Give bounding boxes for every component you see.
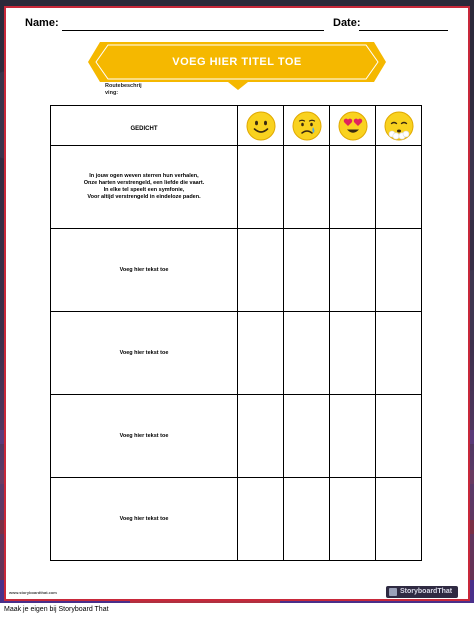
header-cell-poem [51,106,238,146]
rating-cell[interactable] [238,478,284,561]
poem-table [50,105,422,561]
rating-cell[interactable] [284,395,330,478]
rating-cell[interactable] [330,478,376,561]
rating-cell[interactable] [376,312,422,395]
poem-line: In jouw ogen weven sterren hun verhalen, [89,173,199,179]
rating-cell[interactable] [376,229,422,312]
header-cell-sad [284,106,330,146]
rating-cell[interactable] [330,146,376,229]
logo-text: StoryboardThat [400,588,453,595]
date-label: Date: [333,17,361,29]
name-label: Name: [25,17,59,29]
header-cell-exhale [376,106,422,146]
storyboard-logo-icon [389,588,397,596]
poem-line: Voor altijd verstrengeld in eindeloze paden. [87,194,201,200]
rating-cell[interactable] [284,312,330,395]
poem-column-header: GEDICHT [130,125,158,132]
banner-title[interactable]: VOEG HIER TITEL TOE [172,56,302,68]
rating-cell[interactable] [376,395,422,478]
footer-caption[interactable]: Maak je eigen bij Storyboard That [4,606,109,613]
rating-cell[interactable] [284,146,330,229]
exhaling-face-icon [384,111,414,141]
name-field[interactable] [62,30,324,31]
rating-cell[interactable] [284,478,330,561]
footer-url: www.storyboardthat.com [9,590,57,595]
rating-cell[interactable] [330,395,376,478]
poem-cell[interactable] [51,478,238,561]
title-banner [88,42,386,82]
poem-cell[interactable] [51,146,238,229]
heart-eyes-face-icon [338,111,368,141]
storyboardthat-logo[interactable] [386,586,458,598]
poem-text [51,173,237,201]
header-cell-heart-eyes [330,106,376,146]
smiling-face-icon [246,111,276,141]
placeholder-text: Voeg hier tekst toe [119,349,169,356]
rating-cell[interactable] [238,312,284,395]
rating-cell[interactable] [330,229,376,312]
poem-cell[interactable] [51,229,238,312]
description-label: Routebeschrij ving: [105,83,142,96]
placeholder-text: Voeg hier tekst toe [119,432,169,439]
rating-cell[interactable] [238,146,284,229]
rating-cell[interactable] [330,312,376,395]
date-field[interactable] [359,30,448,31]
poem-cell[interactable] [51,312,238,395]
rating-cell[interactable] [376,146,422,229]
placeholder-text: Voeg hier tekst toe [119,266,169,273]
rating-cell[interactable] [238,395,284,478]
header-cell-smile [238,106,284,146]
sad-face-icon [292,111,322,141]
poem-line: Onze harten verstrengeld, een liefde die vaart. [83,180,205,186]
placeholder-text: Voeg hier tekst toe [119,515,169,522]
poem-line: In elke tel speelt een symfonie, [103,187,185,193]
rating-cell[interactable] [376,478,422,561]
poem-cell[interactable] [51,395,238,478]
rating-cell[interactable] [238,229,284,312]
rating-cell[interactable] [284,229,330,312]
